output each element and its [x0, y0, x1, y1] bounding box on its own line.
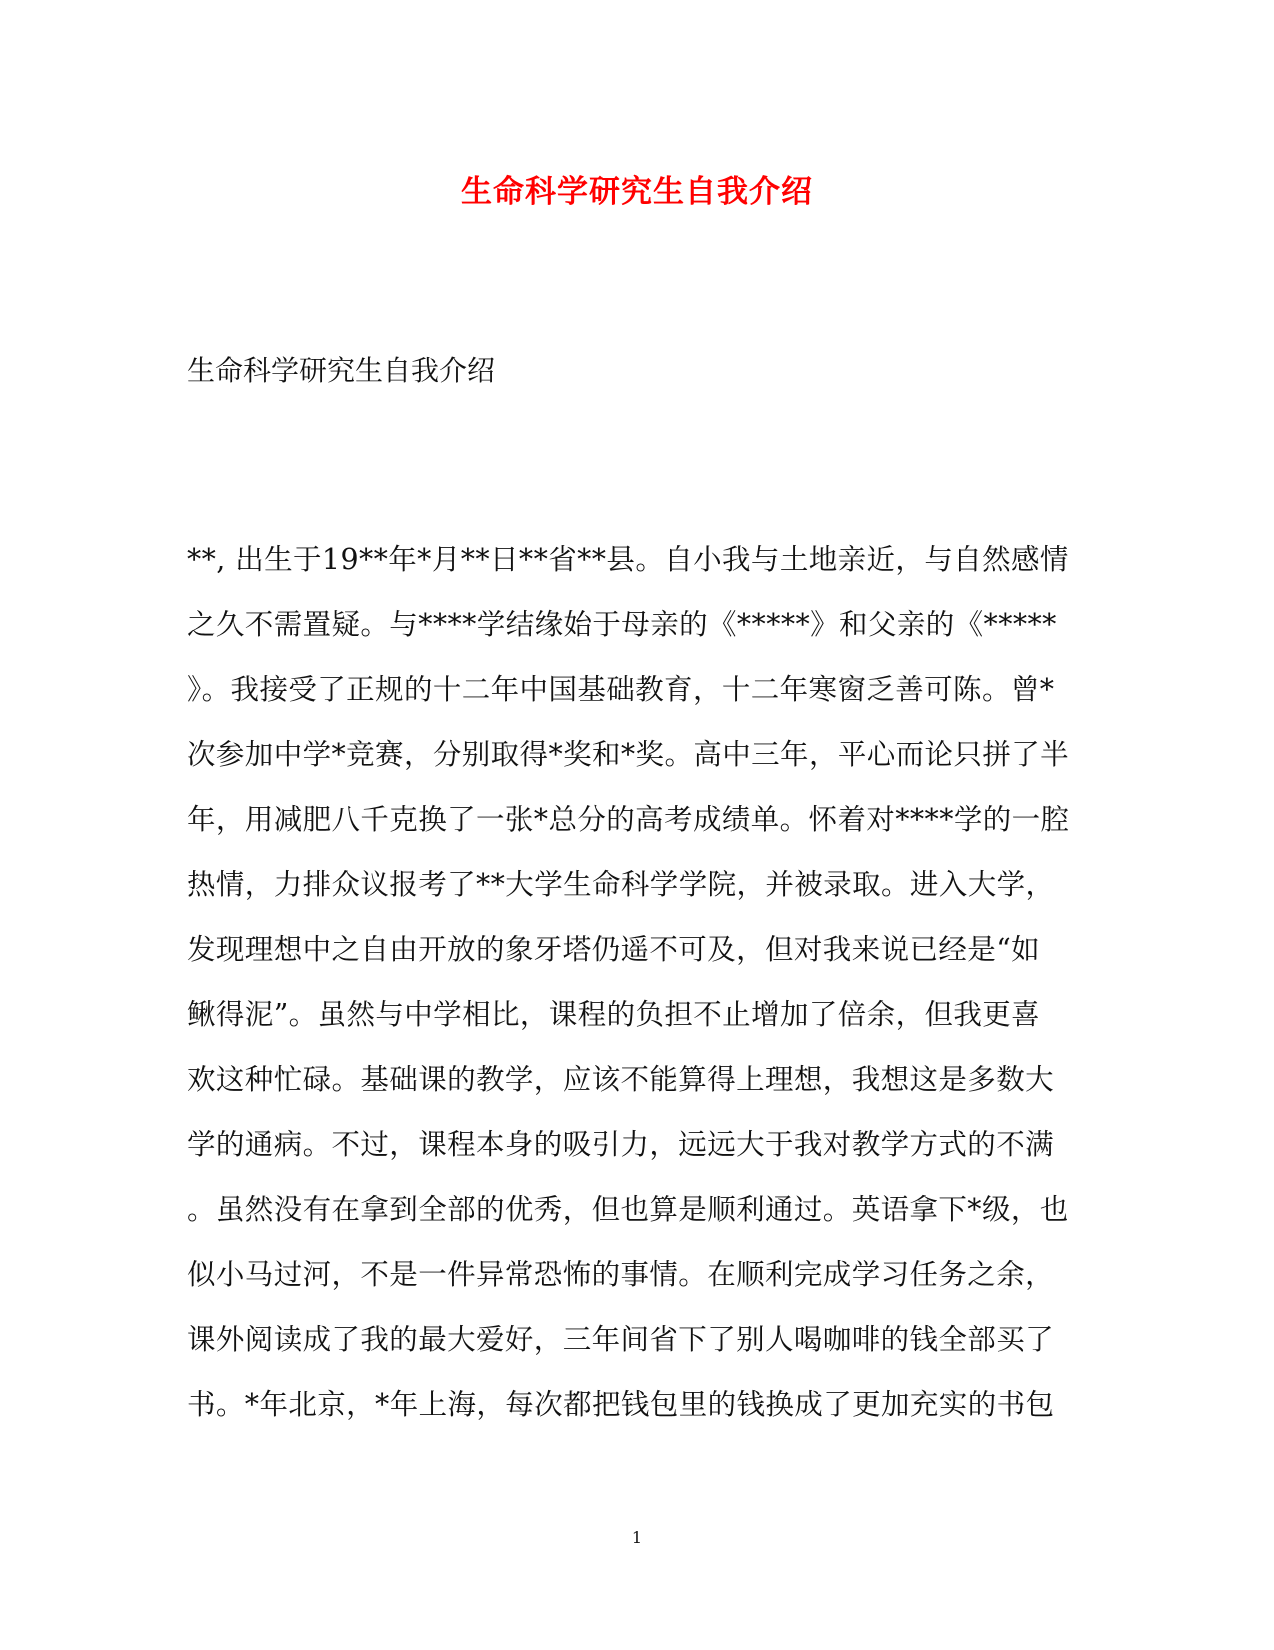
body-line: 似小马过河，不是一件异常恐怖的事情。在顺利完成学习任务之余， — [187, 1258, 1055, 1291]
body-line: 热情，力排众议报考了**大学生命科学学院，并被录取。进入大学， — [187, 868, 1055, 901]
body-text — [187, 540, 1087, 1450]
body-line: 欢这种忙碌。基础课的教学，应该不能算得上理想，我想这是多数大 — [187, 1063, 1055, 1096]
body-line: 。虽然没有在拿到全部的优秀，但也算是顺利通过。英语拿下*级，也 — [187, 1193, 1069, 1226]
document-title: 生命科学研究生自我介绍 — [461, 174, 813, 210]
body-line: 发现理想中之自由开放的象牙塔仍遥不可及，但对我来说已经是“如 — [187, 933, 1041, 966]
body-line: 年，用减肥八千克换了一张*总分的高考成绩单。怀着对****学的一腔 — [187, 803, 1070, 836]
body-line: 之久不需置疑。与****学结缘始于母亲的《*****》和父亲的《***** — [187, 608, 1057, 641]
body-line: 学的通病。不过，课程本身的吸引力，远远大于我对教学方式的不满 — [187, 1128, 1055, 1161]
body-line: 鳅得泥”。虽然与中学相比，课程的负担不止增加了倍余，但我更喜 — [187, 998, 1041, 1031]
body-line: 》。我接受了正规的十二年中国基础教育，十二年寒窗乏善可陈。曾* — [187, 673, 1055, 706]
body-line: **, 出生于19**年*月**日**省**县。自小我与土地亲近，与自然感情 — [187, 543, 1069, 576]
document-subtitle: 生命科学研究生自我介绍 — [187, 354, 496, 387]
body-line: 书。*年北京，*年上海，每次都把钱包里的钱换成了更加充实的书包 — [187, 1388, 1055, 1421]
page-number: 1 — [631, 1528, 643, 1547]
body-line: 次参加中学*竞赛，分别取得*奖和*奖。高中三年，平心而论只拼了半 — [187, 738, 1070, 771]
body-line: 课外阅读成了我的最大爱好，三年间省下了别人喝咖啡的钱全部买了 — [187, 1323, 1055, 1356]
